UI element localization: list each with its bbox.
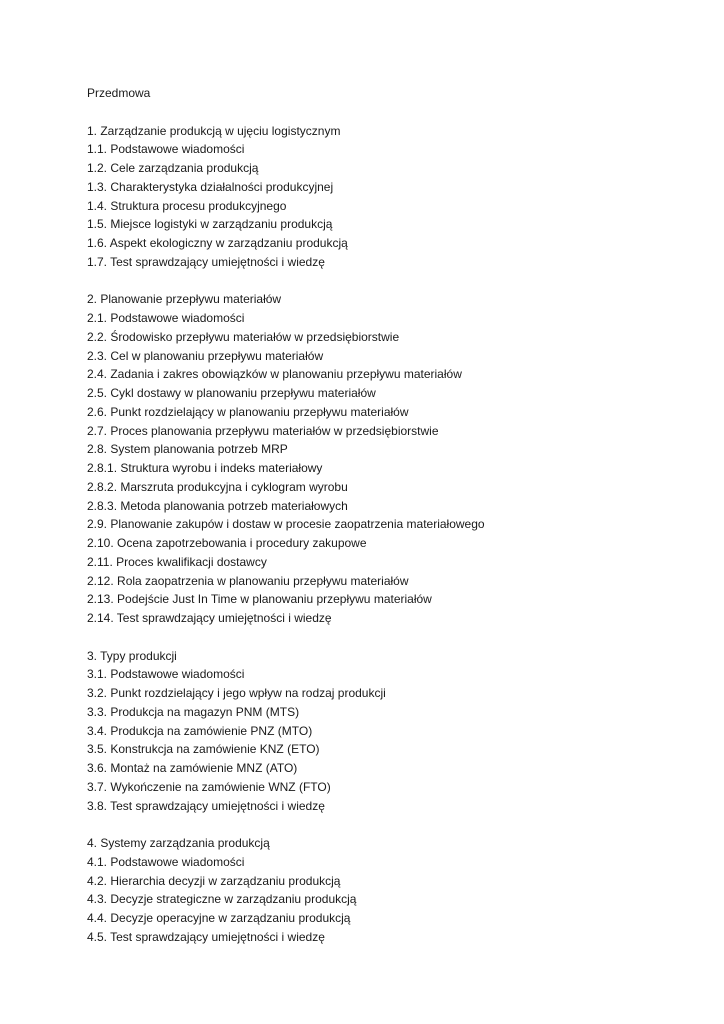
toc-item: 2.12. Rola zaopatrzenia w planowaniu przepływu materiałów bbox=[87, 573, 409, 588]
toc-item: 3.5. Konstrukcja na zamówienie KNZ (ETO) bbox=[87, 742, 320, 757]
toc-item: 2.8. System planowania potrzeb MRP bbox=[87, 442, 288, 457]
toc-item: 2.11. Proces kwalifikacji dostawcy bbox=[87, 554, 267, 569]
toc-item: 1.4. Struktura procesu produkcyjnego bbox=[87, 198, 287, 213]
toc-item: 2.3. Cel w planowaniu przepływu materiałów bbox=[87, 348, 324, 363]
toc-item: 3.7. Wykończenie na zamówienie WNZ (FTO) bbox=[87, 779, 331, 794]
spacer bbox=[87, 815, 697, 834]
toc-item: 2.13. Podejście Just In Time w planowaniu przepływu materiałów bbox=[87, 592, 432, 607]
spacer bbox=[87, 628, 697, 647]
toc-item: 3.8. Test sprawdzający umiejętności i wiedzę bbox=[87, 798, 325, 813]
toc-item: 4.1. Podstawowe wiadomości bbox=[87, 854, 245, 869]
spacer bbox=[87, 272, 697, 291]
toc-item: 2.6. Punkt rozdzielający w planowaniu przepływu materiałów bbox=[87, 404, 409, 419]
toc-item: 1.7. Test sprawdzający umiejętności i wiedzę bbox=[87, 254, 325, 269]
toc-item: 2.2. Środowisko przepływu materiałów w przedsiębiorstwie bbox=[87, 329, 400, 344]
toc-item: 4.5. Test sprawdzający umiejętności i wiedzę bbox=[87, 929, 325, 944]
toc-item: 3.2. Punkt rozdzielający i jego wpływ na rodzaj produkcji bbox=[87, 686, 386, 700]
toc-item: 2.14. Test sprawdzający umiejętności i wiedzę bbox=[87, 611, 332, 625]
toc-section-3 bbox=[87, 647, 697, 816]
toc-item: 2.8.2. Marszruta produkcyjna i cyklogram wyrobu bbox=[87, 479, 348, 494]
toc-item: 2.5. Cykl dostawy w planowaniu przepływu materiałów bbox=[87, 386, 376, 400]
section-heading: 4. Systemy zarządzania produkcją bbox=[87, 836, 270, 850]
toc-item: 2.4. Zadania i zakres obowiązków w planowaniu przepływu materiałów bbox=[87, 367, 462, 382]
toc-item: 2.8.1. Struktura wyrobu i indeks materiałowy bbox=[87, 461, 323, 475]
toc-section-2 bbox=[87, 290, 697, 628]
toc-item: 1.5. Miejsce logistyki w zarządzaniu produkcją bbox=[87, 217, 333, 232]
toc-item: 3.3. Produkcja na magazyn PNM (MTS) bbox=[87, 704, 300, 719]
toc-item: 3.1. Podstawowe wiadomości bbox=[87, 667, 245, 682]
toc-item: 4.3. Decyzje strategiczne w zarządzaniu produkcją bbox=[87, 892, 357, 907]
toc-section-4 bbox=[87, 834, 697, 947]
toc-item: 4.4. Decyzje operacyjne w zarządzaniu produkcją bbox=[87, 911, 351, 925]
toc-item: 1.6. Aspekt ekologiczny w zarządzaniu produkcją bbox=[87, 236, 348, 250]
toc-section-1 bbox=[87, 122, 697, 272]
preface-heading: Przedmowa bbox=[87, 86, 151, 100]
toc-item: 3.4. Produkcja na zamówienie PNZ (MTO) bbox=[87, 723, 313, 738]
toc-item: 2.9. Planowanie zakupów i dostaw w procesie zaopatrzenia materiałowego bbox=[87, 517, 485, 532]
section-heading: 3. Typy produkcji bbox=[87, 648, 177, 663]
toc-item: 4.2. Hierarchia decyzji w zarządzaniu produkcją bbox=[87, 873, 341, 888]
toc-item: 2.7. Proces planowania przepływu materiałów w przedsiębiorstwie bbox=[87, 423, 439, 438]
toc-item: 2.8.3. Metoda planowania potrzeb materiałowych bbox=[87, 498, 348, 513]
toc-item: 1.2. Cele zarządzania produkcją bbox=[87, 161, 259, 175]
toc-item: 1.1. Podstawowe wiadomości bbox=[87, 142, 245, 157]
document-page bbox=[87, 84, 697, 947]
spacer bbox=[87, 103, 697, 122]
section-heading: 1. Zarządzanie produkcją w ujęciu logistycznym bbox=[87, 123, 341, 138]
toc-item: 2.1. Podstawowe wiadomości bbox=[87, 311, 245, 325]
toc-item: 3.6. Montaż na zamówienie MNZ (ATO) bbox=[87, 761, 298, 775]
toc-item: 1.3. Charakterystyka działalności produkcyjnej bbox=[87, 179, 334, 194]
toc-item: 2.10. Ocena zapotrzebowania i procedury zakupowe bbox=[87, 536, 367, 550]
section-heading: 2. Planowanie przepływu materiałów bbox=[87, 292, 282, 307]
